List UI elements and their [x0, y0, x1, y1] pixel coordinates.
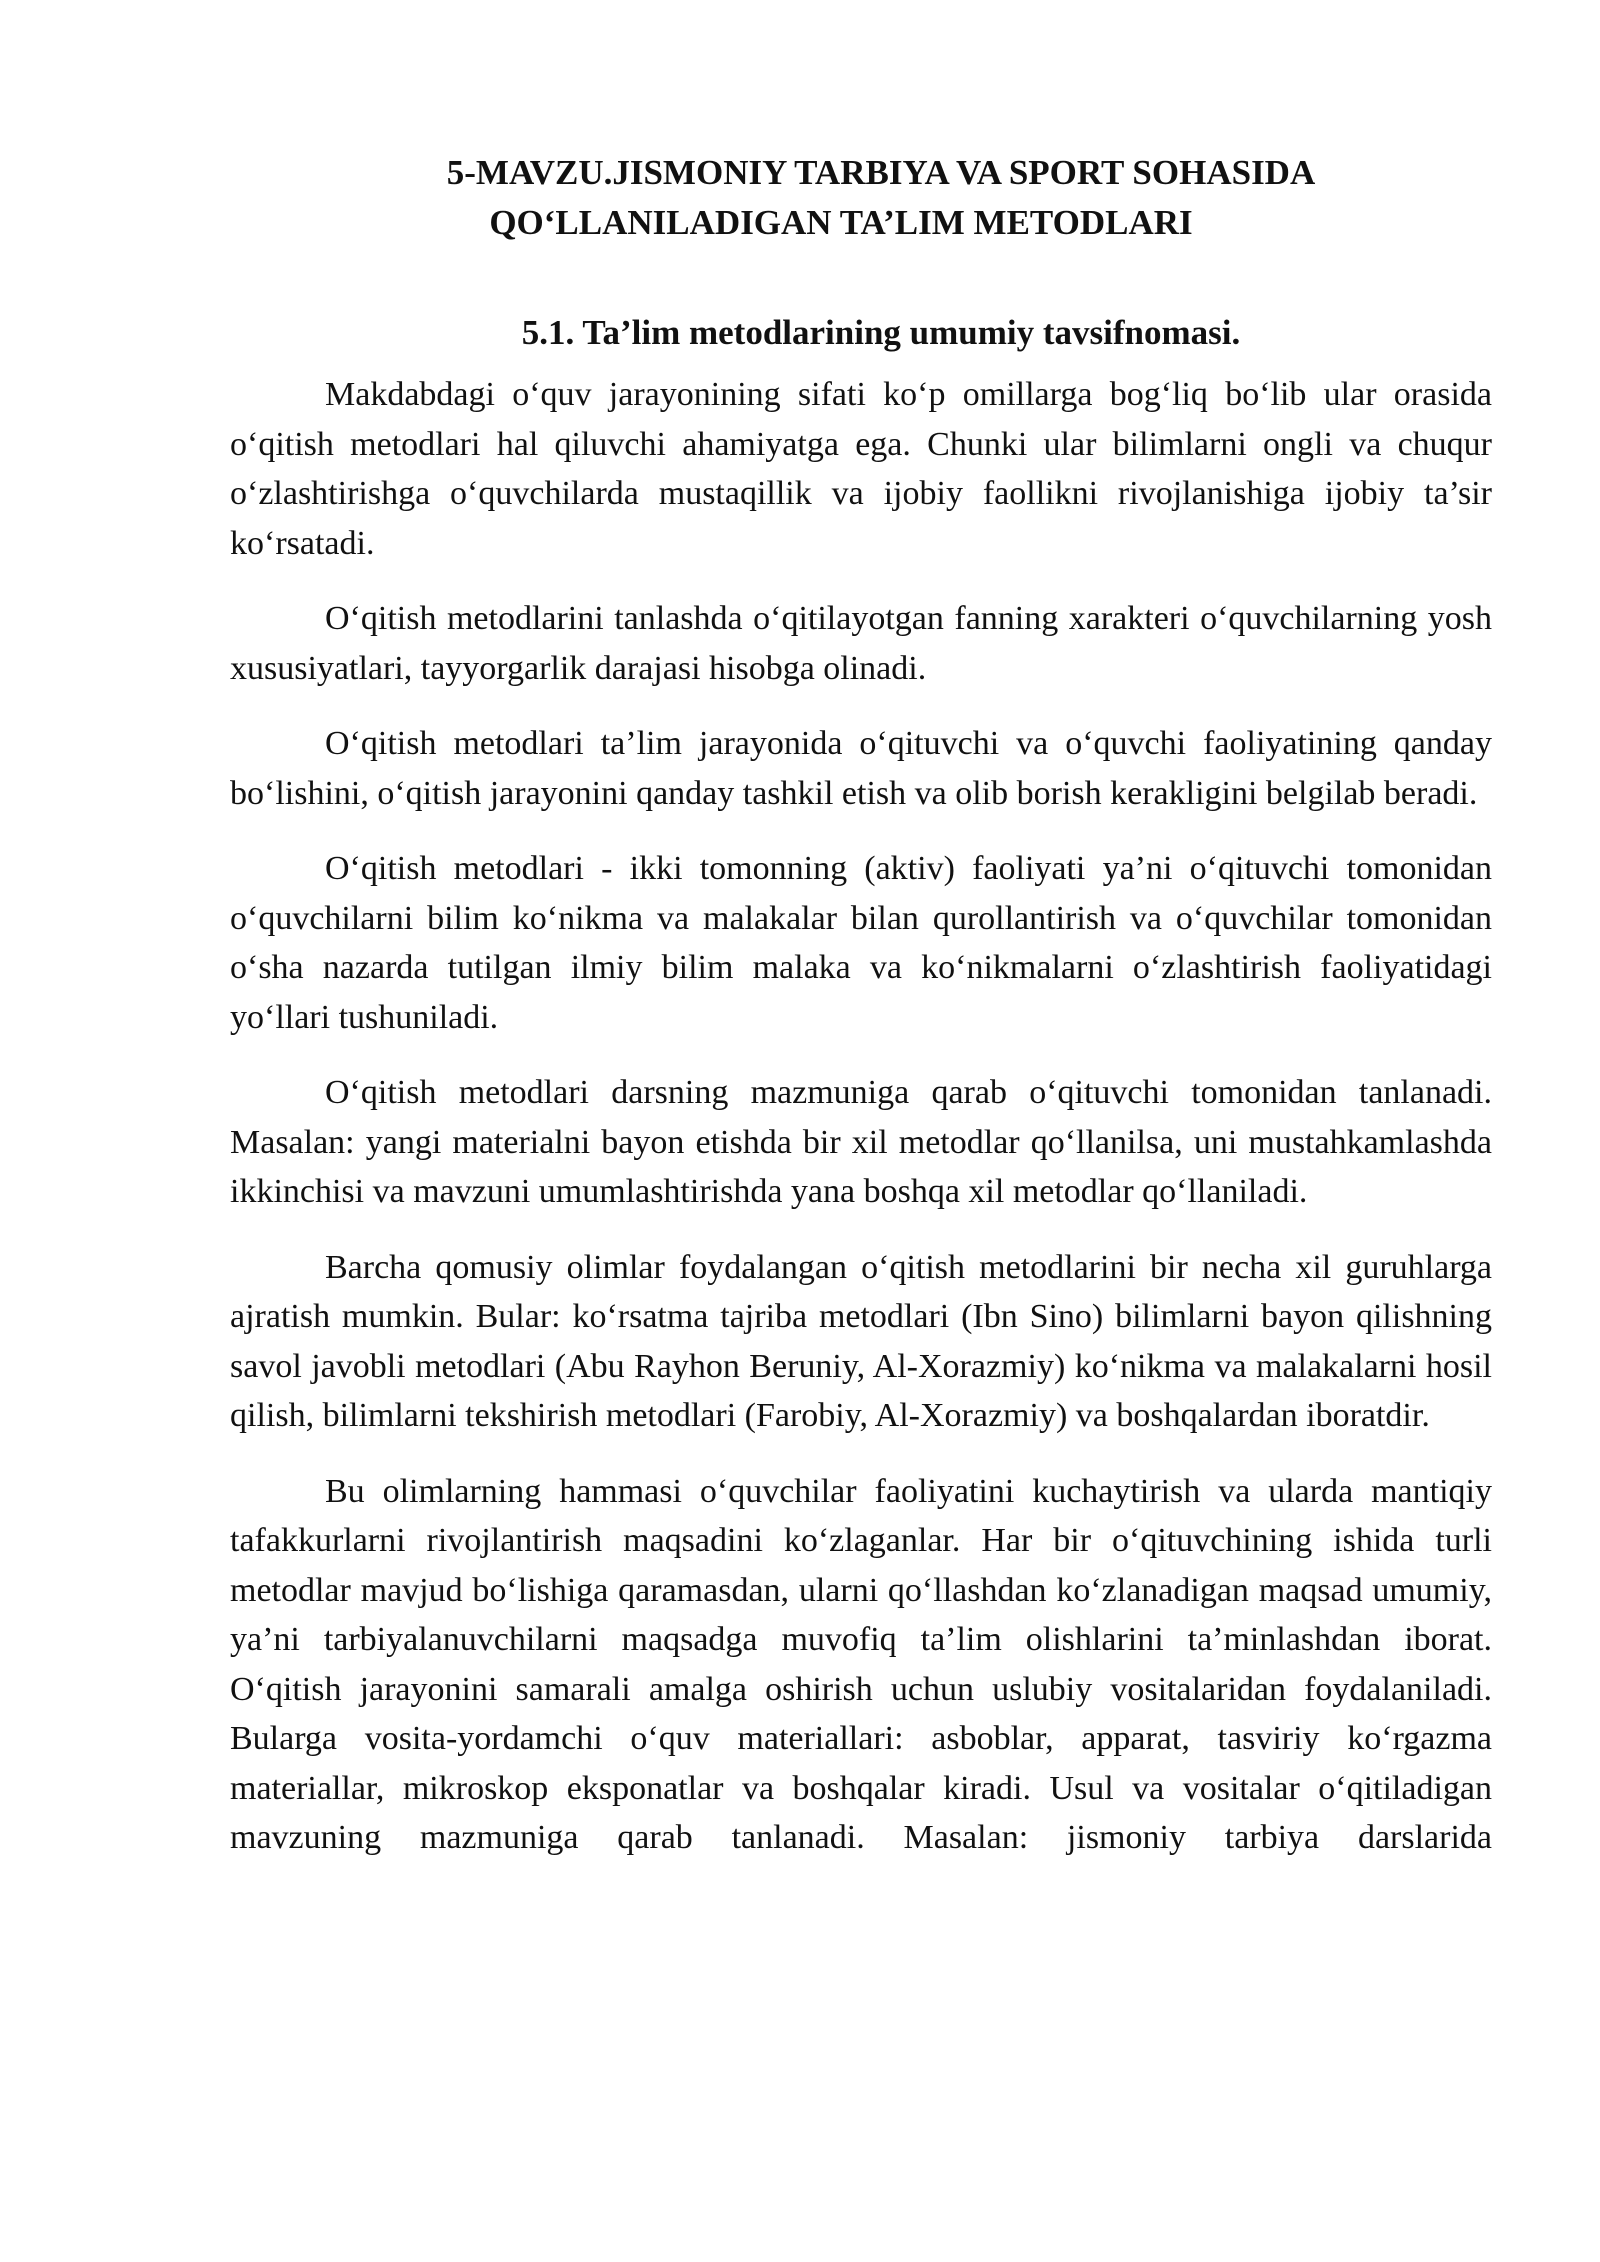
- paragraph: O‘qitish metodlari - ikki tomonning (aktiv) faoliyati ya’ni o‘qituvchi tomonidan o‘quvchilarni bilim ko‘nikma va malakalar bilan qurollantirish va o‘quvchilar tomonidan o‘sha nazarda tutilgan ilmiy bilim malaka va ko‘nikmalarni o‘zlashtirish faoliyatidagi yo‘llari tushuniladi.: [230, 850, 1492, 1036]
- paragraph: Barcha qomusiy olimlar foydalangan o‘qitish metodlarini bir necha xil guruhlarga ajratish mumkin. Bular: ko‘rsatma tajriba metodlari (Ibn Sino) bilimlarni bayon qilishning savol javobli metodlari (Abu Rayhon Beruniy, Al-Xorazmiy) ko‘nikma va malakalarni hosil qilish, bilimlarni tekshirish metodlari (Farobiy, Al-Xorazmiy) va boshqalardan iboratdir.: [230, 1248, 1492, 1434]
- paragraph: O‘qitish metodlari ta’lim jarayonida o‘qituvchi va o‘quvchi faoliyatining qanday bo‘lishini, o‘qitish jarayonini qanday tashkil etish va olib borish kerakligini belgilab beradi.: [230, 725, 1492, 812]
- paragraph: Makdabdagi o‘quv jarayonining sifati ko‘p omillarga bog‘liq bo‘lib ular orasida o‘qitish metodlari hal qiluvchi ahamiyatga ega. Chunki ular bilimlarni ongli va chuqur o‘zlashtirishga o‘quvchilarda mustaqillik va ijobiy faollikni rivojlanishiga ijobiy ta’sir ko‘rsatadi.: [230, 376, 1492, 562]
- page-content: [230, 148, 1492, 1863]
- document-title-line-2: QO‘LLANILADIGAN TA’LIM METODLARI: [489, 203, 1193, 242]
- document-title-line-1: 5-MAVZU.JISMONIY TARBIYA VA SPORT SOHASIDA: [446, 153, 1316, 192]
- paragraph: O‘qitish metodlarini tanlashda o‘qitilayotgan fanning xarakteri o‘quvchilarning yosh xususiyatlari, tayyorgarlik darajasi hisobga olinadi.: [230, 600, 1492, 687]
- paragraph: Bu olimlarning hammasi o‘quvchilar faoliyatini kuchaytirish va ularda mantiqiy tafakkurlarni rivojlantirish maqsadini ko‘zlaganlar. Har bir o‘qituvchining ishida turli metodlar mavjud bo‘lishiga qaramasdan, ularni qo‘llashdan ko‘zlanadigan maqsad umumiy, ya’ni tarbiyalanuvchilarni maqsadga muvofiq ta’lim olishlarini ta’minlashdan iborat. O‘qitish jarayonini samarali amalga oshirish uchun uslubiy vositalaridan foydalaniladi. Bularga vosita-yordamchi o‘quv materiallari: asboblar, apparat, tasviriy ko‘rgazma materiallar, mikroskop eksponatlar va boshqalar kiradi. Usul va vositalar o‘qitiladigan mavzuning mazmuniga qarab tanlanadi. Masalan: jismoniy tarbiya darslarida: [230, 1472, 1492, 1856]
- document-title: [230, 148, 1492, 248]
- paragraph: O‘qitish metodlari darsning mazmuniga qarab o‘qituvchi tomonidan tanlanadi. Masalan: yangi materialni bayon etishda bir xil metodlar qo‘llanilsa, uni mustahkamlashda ikkinchisi va mavzuni umumlashtirishda yana boshqa xil metodlar qo‘llaniladi.: [230, 1074, 1492, 1210]
- section-title: 5.1. Ta’lim metodlarining umumiy tavsifnomasi.: [521, 313, 1241, 352]
- document-body: [230, 370, 1492, 1863]
